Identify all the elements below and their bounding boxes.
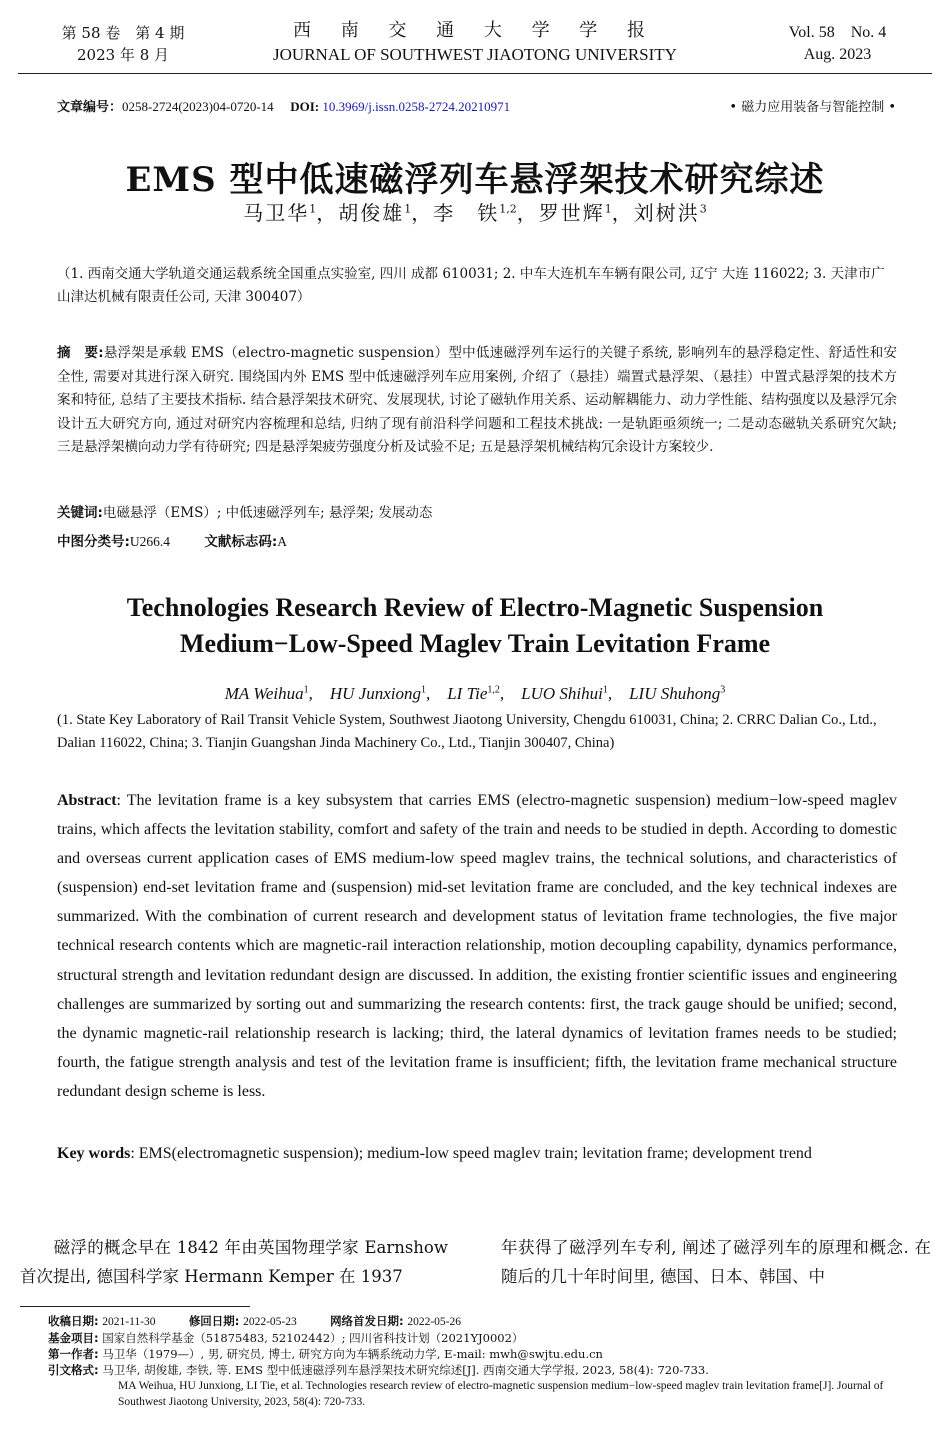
- abstract-zh-text: 悬浮架是承载 EMS（electro-magnetic suspension）型中低速磁浮列车运行的关键子系统, 影响列车的悬浮稳定性、舒适性和安全性, 需要对其进行深入研究. 围绕国内外 EMS 型中低速磁浮列车应用案例, 介绍了（悬挂）端置式悬浮架、（悬挂）中置式悬浮架的技术方案和特征, 总结了主要技术指标. 结合悬浮架技术研究、发展现状, 讨论了磁轨作用关系、运动解耦能力、动力学性能、结构强度以及悬浮冗余设计五大研究方向, 通过对研究内容梳理和总结, 归纳了现有前沿科学问题和工程技术挑战: 一是轨距亟须统一; 二是动态磁轨关系研究欠缺; 三是悬浮架横向动力学有待研究; 四是悬浮架疲劳强度分析及试验不足; 五是悬浮架机械结构冗余设计方案较少.: [57, 345, 898, 456]
- en-author-separator: ,: [308, 684, 330, 703]
- doc-code-label: 文献标志码:: [204, 534, 278, 550]
- title-en: [0, 590, 950, 662]
- zh-author-affil-sup: 1,2: [499, 202, 517, 216]
- online-label: 网络首发日期:: [330, 1314, 404, 1328]
- header-date-en: Aug. 2023: [803, 46, 872, 63]
- header-date-zh: 2023 年 8 月: [76, 46, 170, 64]
- keywords-en: [57, 1139, 897, 1169]
- affiliation-zh: （1. 西南交通大学轨道交通运载系统全国重点实验室, 四川 成都 610031; 2. 中车大连机车车辆有限公司, 辽宁 大连 116022; 3. 天津市广山津达机械有限责任公司, 天津 300407）: [57, 266, 885, 305]
- zh-author-name: 刘树洪: [633, 201, 700, 225]
- en-author-name: LI Tie: [447, 684, 488, 703]
- cite-en: MA Weihua, HU Junxiong, LI Tie, et al. Technologies research review of electro-magnetic suspension medium−low-speed maglev train levitation frame[J]. Journal of Southwest Jiaotong University, 2023, 58(4): 720-733.: [118, 1380, 884, 1408]
- title-zh: EMS 型中低速磁浮列车悬浮架技术研究综述: [125, 160, 825, 200]
- abstract-zh: [57, 342, 897, 460]
- en-author-affil-sup: 1: [420, 684, 426, 696]
- body-column-left: 磁浮的概念早在 1842 年由英国物理学家 Earnshow 首次提出, 德国科学家 Hermann Kemper 在 1937: [20, 1238, 448, 1286]
- zh-author-name: 马卫华: [243, 201, 310, 225]
- zh-author-separator: ，: [516, 201, 539, 225]
- footnotes: [48, 1313, 918, 1410]
- title-en-line2: Medium−Low-Speed Maglev Train Levitation Frame: [179, 629, 771, 658]
- keywords-en-text: : EMS(electromagnetic suspension); medium-low speed maglev train; levitation frame; development trend: [130, 1145, 812, 1162]
- column-name: • 磁力应用装备与智能控制 •: [729, 100, 896, 115]
- abstract-en-label: Abstract: [57, 792, 117, 809]
- zh-author-affil-sup: 1: [404, 202, 412, 216]
- en-author-name: LUO Shihui: [521, 684, 603, 703]
- keywords-en-label: Key words: [57, 1145, 131, 1162]
- zh-author-name: 罗世辉: [538, 201, 605, 225]
- authors-zh: [0, 197, 950, 226]
- title-en-line1: Technologies Research Review of Electro-Magnetic Suspension: [126, 593, 824, 622]
- journal-name-en: JOURNAL OF SOUTHWEST JIAOTONG UNIVERSITY: [273, 45, 677, 64]
- zh-author-separator: ，: [411, 201, 434, 225]
- first-author-text: 马卫华（1979—）, 男, 研究员, 博士, 研究方向为车辆系统动力学, E-mail: mwh@swjtu.edu.cn: [102, 1347, 603, 1361]
- article-no-label: 文章编号：: [57, 100, 123, 115]
- zh-author-affil-sup: 3: [699, 202, 707, 216]
- en-author-name: HU Junxiong: [329, 684, 421, 703]
- received-date: 2021-11-30: [102, 1316, 156, 1328]
- zh-author-name: 胡俊雄: [338, 201, 405, 225]
- en-author-affil-sup: 3: [720, 684, 726, 696]
- journal-name-zh: 西 南 交 通 大 学 学 报: [292, 20, 658, 41]
- body-column-right: 年获得了磁浮列车专利, 阐述了磁浮列车的原理和概念. 在随后的几十年时间里, 德国、日本、韩国、中: [501, 1238, 931, 1286]
- first-author-row: [48, 1346, 918, 1362]
- doc-code-value: A: [277, 534, 288, 549]
- article-no: 0258-2724(2023)04-0720-14: [122, 99, 274, 114]
- header-divider: [18, 73, 932, 74]
- article-meta: [57, 96, 510, 115]
- dates-row: [48, 1313, 918, 1330]
- zh-author-affil-sup: 1: [309, 202, 317, 216]
- en-author-separator: ,: [425, 684, 448, 703]
- abstract-en-text: : The levitation frame is a key subsystem that carries EMS (electro-magnetic suspension) medium−low-speed maglev trains, which affects the levitation stability, comfort and safety of the train and needs to be studied in depth. According to domestic and overseas current application cases of EMS medium-low speed maglev trains, the technical solutions, and characteristics of (suspension) end-set levitation frame and (suspension) mid-set levitation frame are concluded, and the key technical indexes are summarized. With the combination of current research and development status of levitation frame technologies, the five major technical research contents which are magnetic-rail interaction relationship, motion decoupling capability, dynamics performance, structural strength and levitation redundant design are discussed. In addition, the existing frontier scientific issues and engineering challenges are summarized by sorting out and summarizing the research contents: first, the track gauge should be unified; second, the dynamic magnetic-rail relationship research is lacking; third, the lateral dynamics of levitation frames needs to be studied; fourth, the fatigue strength analysis and test of the levitation frame is insufficient; fifth, the levitation frame mechanical structure redundant design scheme is less.: [57, 792, 897, 1100]
- en-author-separator: ,: [607, 684, 630, 703]
- en-author-name: MA Weihua: [224, 684, 304, 703]
- revised-label: 修回日期:: [188, 1314, 240, 1328]
- revised-date: 2022-05-23: [243, 1316, 297, 1328]
- online-date: 2022-05-26: [407, 1316, 461, 1328]
- clc-value: U266.4: [129, 534, 171, 549]
- abstract-en: [57, 786, 897, 1106]
- received-label: 收稿日期:: [48, 1314, 99, 1328]
- keywords-zh-label: 关键词:: [57, 505, 103, 521]
- cite-zh: 马卫华, 胡俊雄, 李铁, 等. EMS 型中低速磁浮列车悬浮架技术研究综述[J]. 西南交通大学学报, 2023, 58(4): 720-733.: [102, 1363, 709, 1377]
- zh-author-affil-sup: 1: [604, 202, 612, 216]
- affiliation-en: (1. State Key Laboratory of Rail Transit Vehicle System, Southwest Jiaotong University, Chengdu 610031, China; 2. CRRC Dalian Co., Ltd., Dalian 116022, China; 3. Tianjin Guangshan Jinda Machinery Co., Ltd., Tianjin 300407, China): [57, 712, 877, 751]
- zh-author-name: 李 铁: [433, 201, 500, 225]
- abstract-zh-label: 摘 要:: [57, 345, 104, 361]
- keywords-zh-text: 电磁悬浮（EMS）; 中低速磁浮列车; 悬浮架; 发展动态: [102, 505, 433, 521]
- journal-title-block: [230, 18, 720, 66]
- header-volume-zh: [48, 22, 198, 66]
- doi-label: DOI:: [290, 99, 323, 114]
- header-volume-issue: 第 58 卷 第 4 期: [61, 24, 185, 42]
- en-author-name: LIU Shuhong: [629, 684, 721, 703]
- citation-row: [48, 1362, 918, 1378]
- zh-author-separator: ，: [611, 201, 634, 225]
- authors-en: [0, 679, 950, 704]
- fund-text: 国家自然科学基金（51875483, 52102442）; 四川省科技计划（2021YJ0002）: [102, 1331, 524, 1345]
- clc-label: 中图分类号:: [57, 534, 130, 550]
- header-volume-en: [770, 22, 905, 66]
- en-author-affil-sup: 1,2: [487, 684, 500, 696]
- fund-row: [48, 1330, 918, 1346]
- en-author-affil-sup: 1: [303, 684, 309, 696]
- en-author-affil-sup: 1: [602, 684, 608, 696]
- doi-link[interactable]: 10.3969/j.issn.0258-2724.20210971: [322, 99, 511, 114]
- cite-label: 引文格式:: [48, 1363, 99, 1377]
- classification: [57, 532, 897, 552]
- first-author-label: 第一作者:: [48, 1347, 99, 1361]
- header-vol-no: Vol. 58 No. 4: [788, 24, 887, 41]
- keywords-zh: [57, 503, 897, 523]
- fund-label: 基金项目:: [48, 1331, 99, 1345]
- en-author-separator: ,: [499, 684, 522, 703]
- zh-author-separator: ，: [316, 201, 339, 225]
- footnote-divider: [20, 1306, 250, 1307]
